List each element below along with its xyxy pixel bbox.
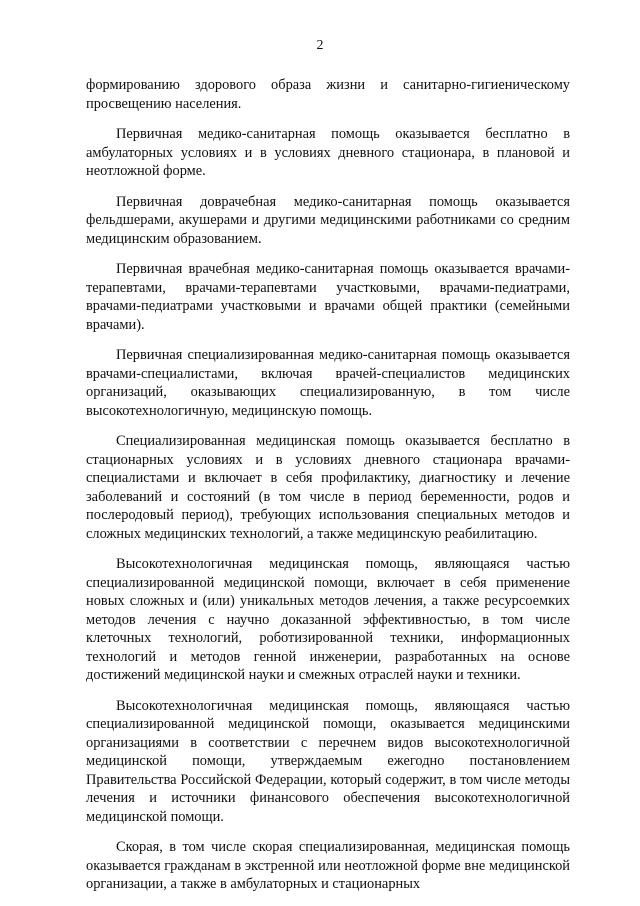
paragraph-emergency-care: Скорая, в том числе скорая специализированная, медицинская помощь оказывается гражданам в экстренной или неотложной форме вне медицинской организации, а также в амбулаторных и стационарных	[86, 839, 570, 892]
paragraph-specialized-care: Специализированная медицинская помощь оказывается бесплатно в стационарных условиях и в условиях дневного стационара врачами-специалистами и включает в себя профилактику, диагностику и лечение заболеваний и состояний (в том числе в период беременности, родов и послеродовый период), требующих использования специальных методов и сложных медицинских технологий, а также медицинскую реабилитацию.	[86, 433, 570, 542]
paragraph-pre-physician-care: Первичная доврачебная медико-санитарная помощь оказывается фельдшерами, акушерами и другими медицинскими работниками со средним медицинским образованием.	[86, 193, 570, 247]
paragraph-physician-care: Первичная врачебная медико-санитарная помощь оказывается врачами-терапевтами, врачами-терапевтами участковыми, врачами-педиатрами, врачами-педиатрами участковыми и врачами общей практики (семейными врачами).	[86, 261, 570, 333]
document-body	[86, 76, 570, 906]
paragraph-specialized-primary-care: Первичная специализированная медико-санитарная помощь оказывается врачами-специалистами, включая врачей-специалистов медицинских организаций, оказывающих специализированную, в том числе высокотехнологичную, медицинскую помощь.	[86, 347, 570, 419]
paragraph-continuation: формированию здорового образа жизни и санитарно-гигиеническому просвещению населения.	[86, 77, 570, 112]
paragraph-high-tech-care-list: Высокотехнологичная медицинская помощь, являющаяся частью специализированной медицинской помощи, оказывается медицинскими организациями в соответствии с перечнем видов высокотехнологичной медицинской помощи, утверждаемым ежегодно постановлением Правительства Российской Федерации, который содержит, в том числе методы лечения и источники финансового обеспечения высокотехнологичной медицинской помощи.	[86, 697, 570, 825]
paragraph-primary-care: Первичная медико-санитарная помощь оказывается бесплатно в амбулаторных условиях и в условиях дневного стационара, в плановой и неотложной форме.	[86, 126, 570, 179]
paragraph-high-tech-care: Высокотехнологичная медицинская помощь, являющаяся частью специализированной медицинской помощи, включает в себя применение новых сложных и (или) уникальных методов лечения, а также ресурсоемких методов лечения с научно доказанной эффективностью, в том числе клеточных технологий, роботизированной техники, информационных технологий и методов генной инженерии, разработанных на основе достижений медицинской науки и смежных отраслей науки и техники.	[86, 556, 570, 683]
page-number: 2	[316, 38, 324, 53]
